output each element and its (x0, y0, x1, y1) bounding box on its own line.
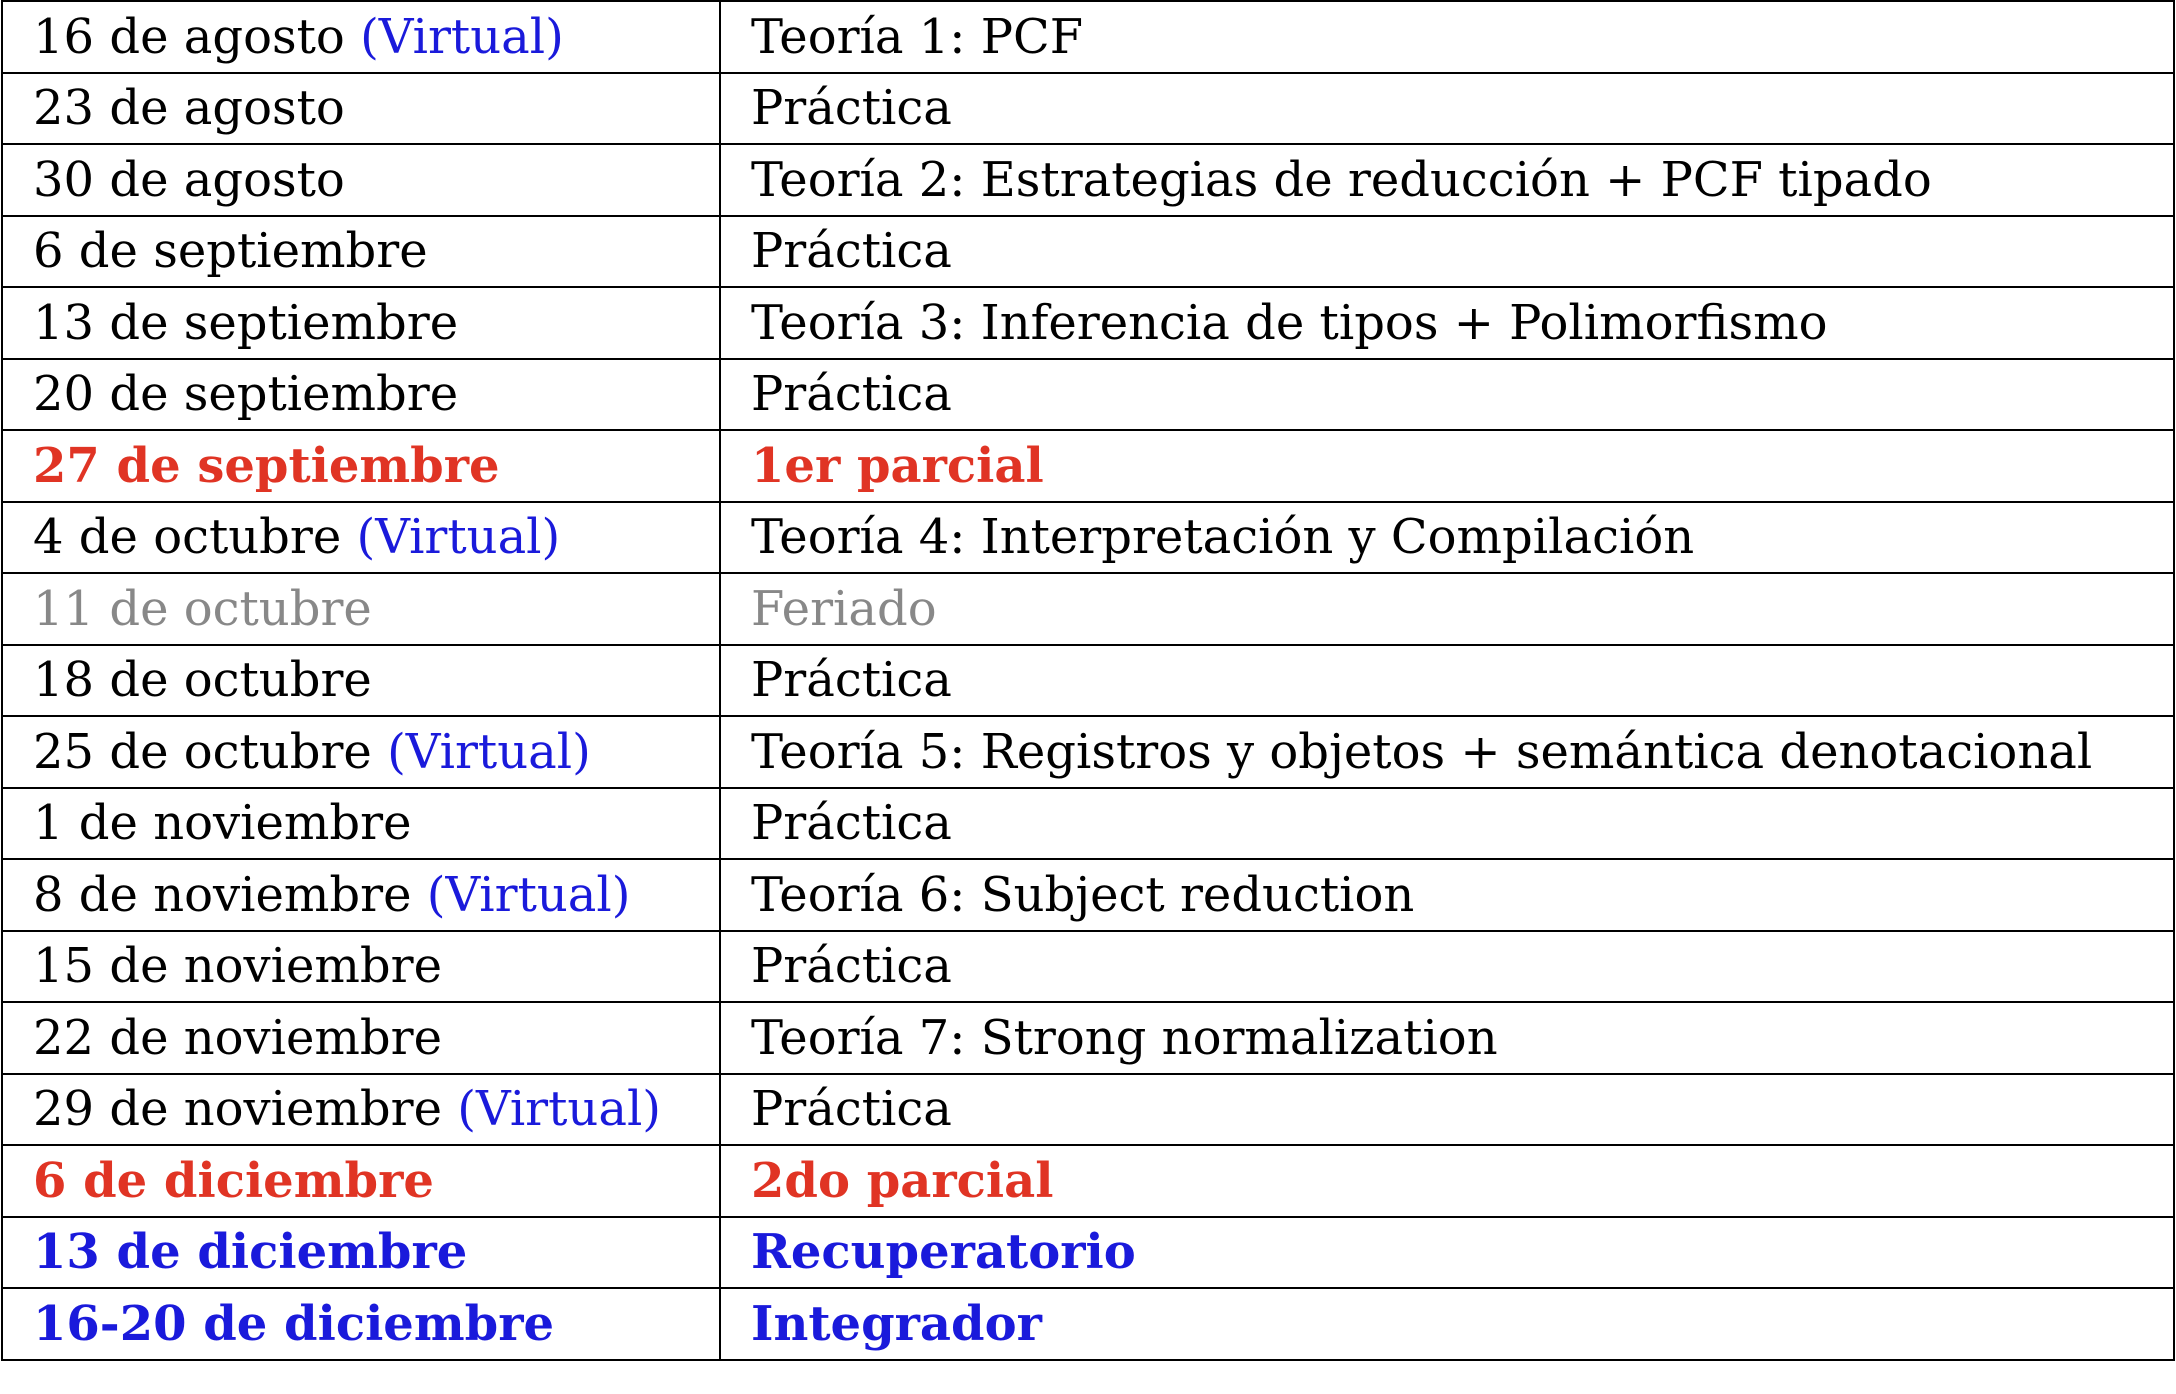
date-cell (2, 931, 720, 1003)
date-cell (2, 1145, 720, 1217)
topic-cell: Teoría 4: Interpretación y Compilación (720, 502, 2174, 574)
date-text: 8 de noviembre (33, 866, 412, 923)
date-cell (2, 788, 720, 860)
table-row (2, 144, 2174, 216)
table-row (2, 1288, 2174, 1360)
date-cell (2, 573, 720, 645)
table-row (2, 1145, 2174, 1217)
date-text: 6 de diciembre (33, 1152, 434, 1209)
date-text: 27 de septiembre (33, 437, 500, 494)
topic-cell: 1er parcial (720, 430, 2174, 502)
topic-cell: Teoría 7: Strong normalization (720, 1002, 2174, 1074)
date-cell (2, 1074, 720, 1146)
schedule-table (1, 0, 2175, 1361)
date-text: 16 de agosto (33, 8, 345, 65)
topic-cell: Práctica (720, 931, 2174, 1003)
topic-cell: Teoría 3: Inferencia de tipos + Polimorfismo (720, 287, 2174, 359)
date-text: 30 de agosto (33, 151, 345, 208)
date-text: 25 de octubre (33, 723, 372, 780)
date-text: 13 de diciembre (33, 1224, 468, 1281)
topic-cell: Práctica (720, 788, 2174, 860)
date-text: 23 de agosto (33, 80, 345, 137)
date-cell (2, 645, 720, 717)
date-cell (2, 502, 720, 574)
table-row (2, 1, 2174, 73)
date-text: 6 de septiembre (33, 223, 428, 280)
date-text: 1 de noviembre (33, 795, 412, 852)
table-row (2, 716, 2174, 788)
table-row (2, 287, 2174, 359)
date-cell (2, 1002, 720, 1074)
date-cell (2, 1288, 720, 1360)
table-row (2, 216, 2174, 288)
virtual-tag: (Virtual) (356, 509, 561, 566)
topic-cell: Práctica (720, 216, 2174, 288)
topic-cell: Integrador (720, 1288, 2174, 1360)
date-text: 18 de octubre (33, 652, 372, 709)
date-cell (2, 1217, 720, 1289)
virtual-tag: (Virtual) (457, 1081, 662, 1138)
date-text: 20 de septiembre (33, 366, 459, 423)
date-text: 29 de noviembre (33, 1081, 443, 1138)
date-text: 16-20 de diciembre (33, 1295, 555, 1352)
table-row (2, 502, 2174, 574)
date-text: 15 de noviembre (33, 938, 443, 995)
topic-cell: Práctica (720, 1074, 2174, 1146)
date-cell (2, 144, 720, 216)
virtual-tag: (Virtual) (426, 866, 631, 923)
table-row (2, 73, 2174, 145)
topic-cell: Feriado (720, 573, 2174, 645)
topic-cell: Teoría 6: Subject reduction (720, 859, 2174, 931)
date-text: 13 de septiembre (33, 294, 459, 351)
table-row (2, 931, 2174, 1003)
date-cell (2, 430, 720, 502)
virtual-tag: (Virtual) (387, 723, 591, 780)
topic-cell: Teoría 5: Registros y objetos + semántica denotacional (720, 716, 2174, 788)
table-row (2, 430, 2174, 502)
table-row (2, 1217, 2174, 1289)
topic-cell: Teoría 1: PCF (720, 1, 2174, 73)
table-row (2, 359, 2174, 431)
topic-cell: Práctica (720, 645, 2174, 717)
topic-cell: Práctica (720, 359, 2174, 431)
date-text: 22 de noviembre (33, 1009, 443, 1066)
table-row (2, 788, 2174, 860)
table-row (2, 859, 2174, 931)
date-cell (2, 73, 720, 145)
topic-cell: Recuperatorio (720, 1217, 2174, 1289)
virtual-tag: (Virtual) (360, 8, 564, 65)
topic-cell: Práctica (720, 73, 2174, 145)
topic-cell: Teoría 2: Estrategias de reducción + PCF tipado (720, 144, 2174, 216)
date-cell (2, 359, 720, 431)
date-cell (2, 1, 720, 73)
table-row (2, 645, 2174, 717)
topic-cell: 2do parcial (720, 1145, 2174, 1217)
date-cell (2, 216, 720, 288)
table-row (2, 573, 2174, 645)
date-cell (2, 287, 720, 359)
schedule-body (2, 1, 2174, 1360)
table-row (2, 1074, 2174, 1146)
date-text: 4 de octubre (33, 509, 342, 566)
table-row (2, 1002, 2174, 1074)
date-cell (2, 859, 720, 931)
date-cell (2, 716, 720, 788)
date-text: 11 de octubre (33, 580, 372, 637)
